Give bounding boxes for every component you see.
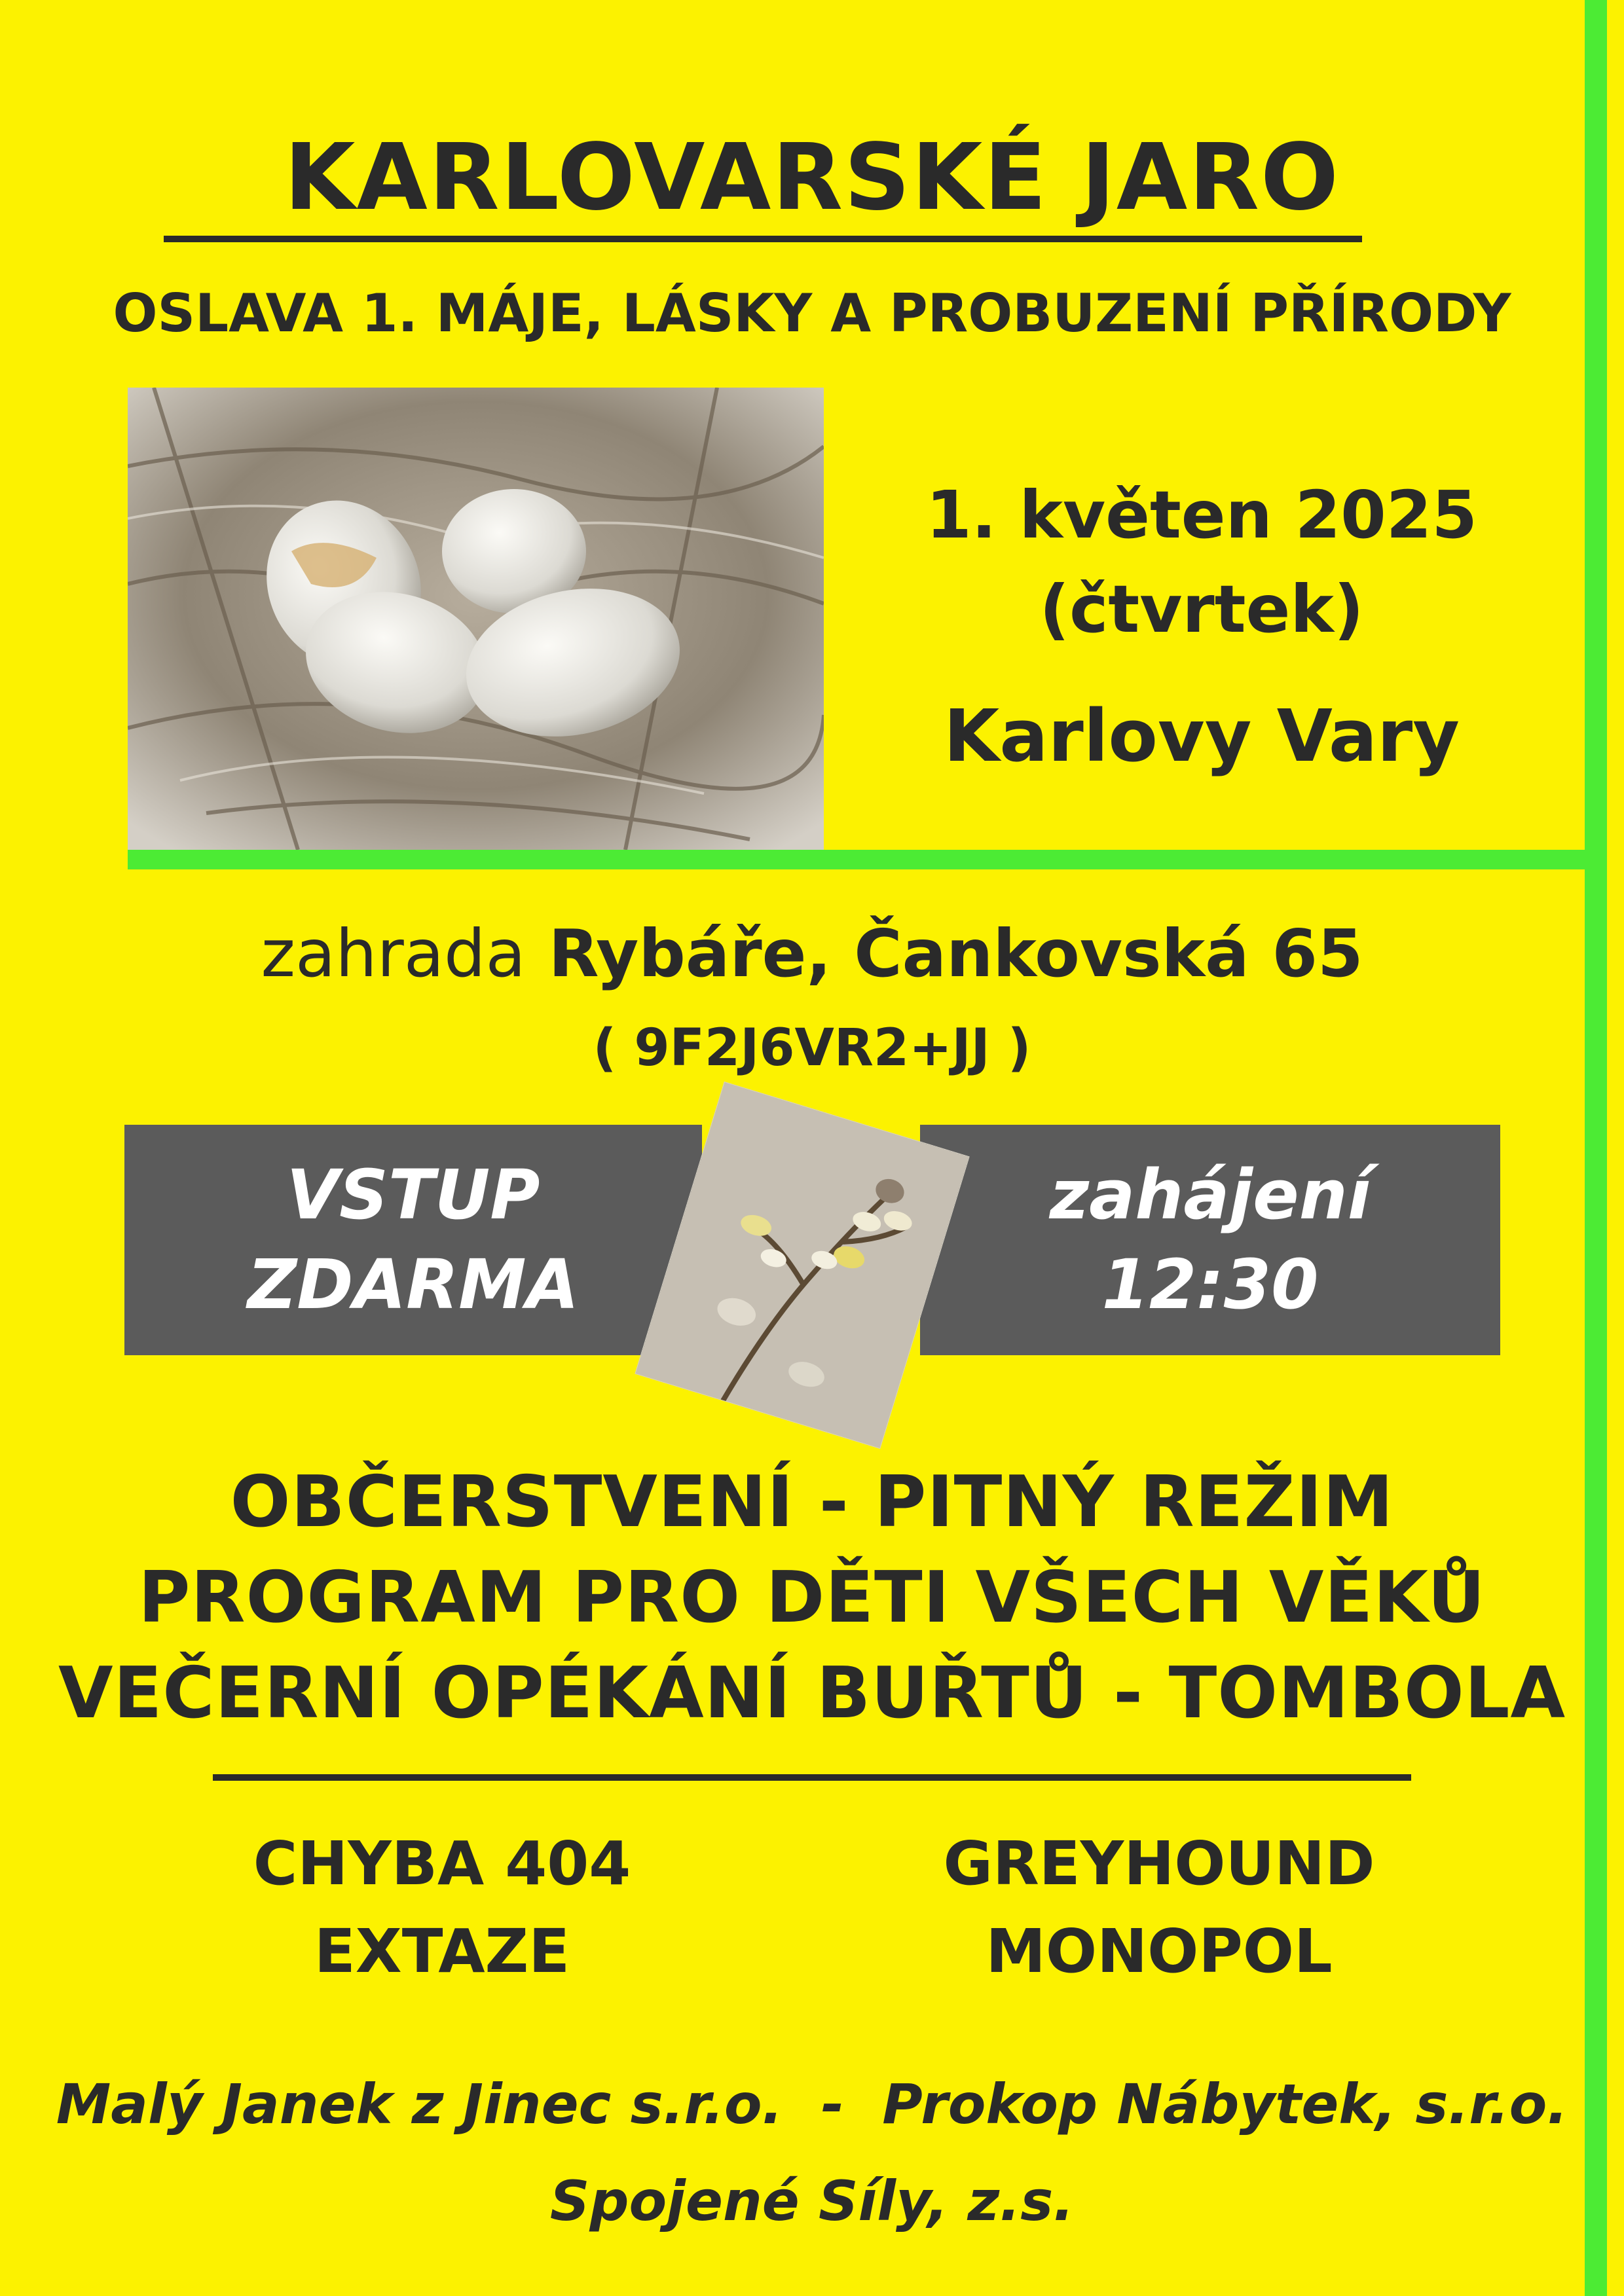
free-entry-line2: ZDARMA	[247, 1245, 580, 1324]
free-entry-line1: VSTUP	[286, 1154, 540, 1235]
bands-left-column	[223, 1820, 661, 1995]
venue-name: Rybáře, Čankovská 65	[548, 915, 1363, 992]
event-city: Karlovy Vary	[944, 694, 1460, 778]
venue-line	[0, 915, 1624, 992]
start-time-box	[920, 1125, 1500, 1355]
start-time-label: zahájení	[1049, 1154, 1371, 1235]
band-name: CHYBA 404	[253, 1829, 631, 1899]
band-name: GREYHOUND	[943, 1829, 1375, 1899]
event-weekday: (čtvrtek)	[1039, 571, 1364, 647]
middle-green-divider	[128, 850, 1588, 869]
poster-title: KARLOVARSKÉ JARO	[284, 124, 1340, 231]
sponsors-block	[0, 2056, 1624, 2250]
start-time-value: 12:30	[1101, 1245, 1319, 1324]
event-date: 1. květen 2025	[926, 477, 1477, 553]
poster-subtitle: OSLAVA 1. MÁJE, LÁSKY A PROBUZENÍ PŘÍRODY	[113, 283, 1511, 344]
feature-refreshments: OBČERSTVENÍ - PITNÝ REŽIM	[230, 1461, 1394, 1543]
right-green-border	[1585, 0, 1607, 2296]
nest-eggs-photo	[128, 388, 824, 850]
feature-evening-barbecue: VEČERNÍ OPÉKÁNÍ BUŘTŮ - TOMBOLA	[58, 1652, 1566, 1734]
band-name: MONOPOL	[986, 1916, 1333, 1986]
sponsors-line: Spojené Síly, z.s.	[549, 2169, 1075, 2233]
bands-divider	[213, 1774, 1411, 1781]
sponsors-line: Malý Janek z Jinec s.r.o. - Prokop Nábytek, s.r.o.	[56, 2072, 1568, 2136]
venue-plus-code: ( 9F2J6VR2+JJ )	[593, 1019, 1031, 1078]
features-list	[0, 1455, 1624, 1741]
title-underline	[164, 236, 1362, 242]
venue-prefix: zahrada	[261, 915, 526, 992]
bands-right-column	[943, 1820, 1375, 1995]
feature-kids-program: PROGRAM PRO DĚTI VŠECH VĚKŮ	[138, 1557, 1486, 1639]
band-name: EXTAZE	[314, 1916, 570, 1986]
free-entry-box	[124, 1125, 702, 1355]
